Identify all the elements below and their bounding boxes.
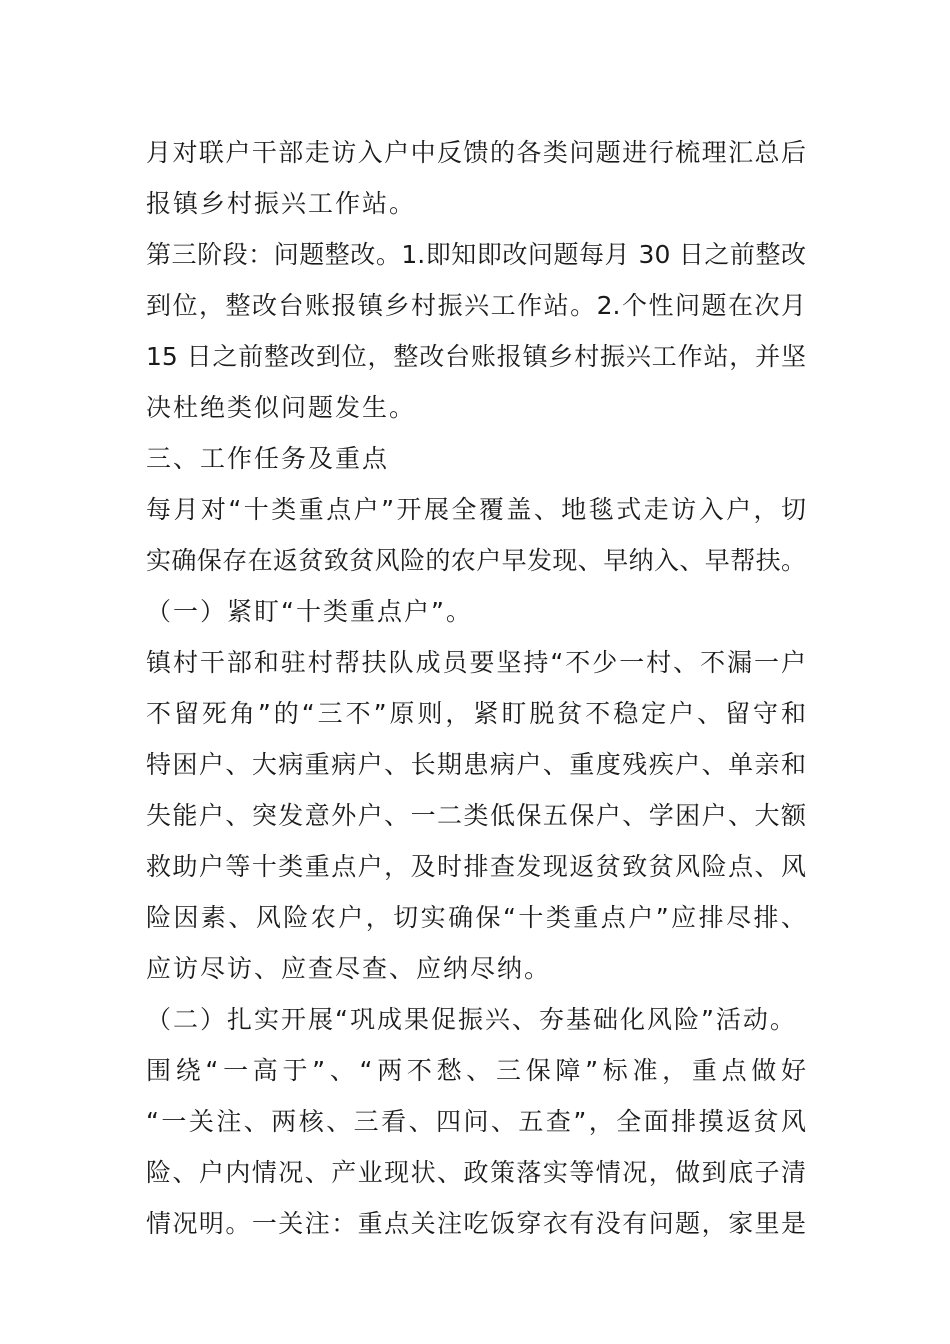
- text-line-19: 围绕“一高于”、“两不愁、三保障”标准，重点做好: [146, 1056, 806, 1085]
- text-line-22: 情况明。一关注：重点关注吃饭穿衣有没有问题，家里是: [146, 1209, 806, 1238]
- text-line-8: 每月对“十类重点户”开展全覆盖、地毯式走访入户，切: [146, 495, 806, 524]
- text-line-9: 实确保存在返贫致贫风险的农户早发现、早纳入、早帮扶。: [146, 546, 806, 575]
- section-heading: 三、工作任务及重点: [146, 444, 390, 473]
- text-line-2: 报镇乡村振兴工作站。: [146, 189, 417, 218]
- text-line-3: 第三阶段：问题整改。1.即知即改问题每月 30 日之前整改: [146, 240, 806, 269]
- text-line-21: 险、户内情况、产业现状、政策落实等情况，做到底子清: [146, 1158, 806, 1187]
- text-line-6: 决杜绝类似问题发生。: [146, 393, 417, 422]
- text-line-5: 15 日之前整改到位，整改台账报镇乡村振兴工作站，并坚: [146, 342, 806, 371]
- text-line-1: 月对联户干部走访入户中反馈的各类问题进行梳理汇总后: [146, 138, 806, 167]
- text-line-4: 到位，整改台账报镇乡村振兴工作站。2.个性问题在次月: [146, 291, 806, 320]
- subsection-heading-1: （一）紧盯“十类重点户”。: [146, 597, 473, 626]
- subsection-heading-2: （二）扎实开展“巩成果促振兴、夯基础化风险”活动。: [146, 1005, 797, 1034]
- text-line-12: 不留死角”的“三不”原则，紧盯脱贫不稳定户、留守和: [146, 699, 806, 728]
- document-body: [146, 127, 806, 1249]
- text-line-20: “一关注、两核、三看、四问、五查”，全面排摸返贫风: [146, 1107, 806, 1136]
- text-line-17: 应访尽访、应查尽查、应纳尽纳。: [146, 954, 552, 983]
- text-line-14: 失能户、突发意外户、一二类低保五保户、学困户、大额: [146, 801, 806, 830]
- text-line-15: 救助户等十类重点户，及时排查发现返贫致贫风险点、风: [146, 852, 806, 881]
- text-line-16: 险因素、风险农户，切实确保“十类重点户”应排尽排、: [146, 903, 806, 932]
- text-line-13: 特困户、大病重病户、长期患病户、重度残疾户、单亲和: [146, 750, 806, 779]
- text-line-11: 镇村干部和驻村帮扶队成员要坚持“不少一村、不漏一户: [146, 648, 806, 677]
